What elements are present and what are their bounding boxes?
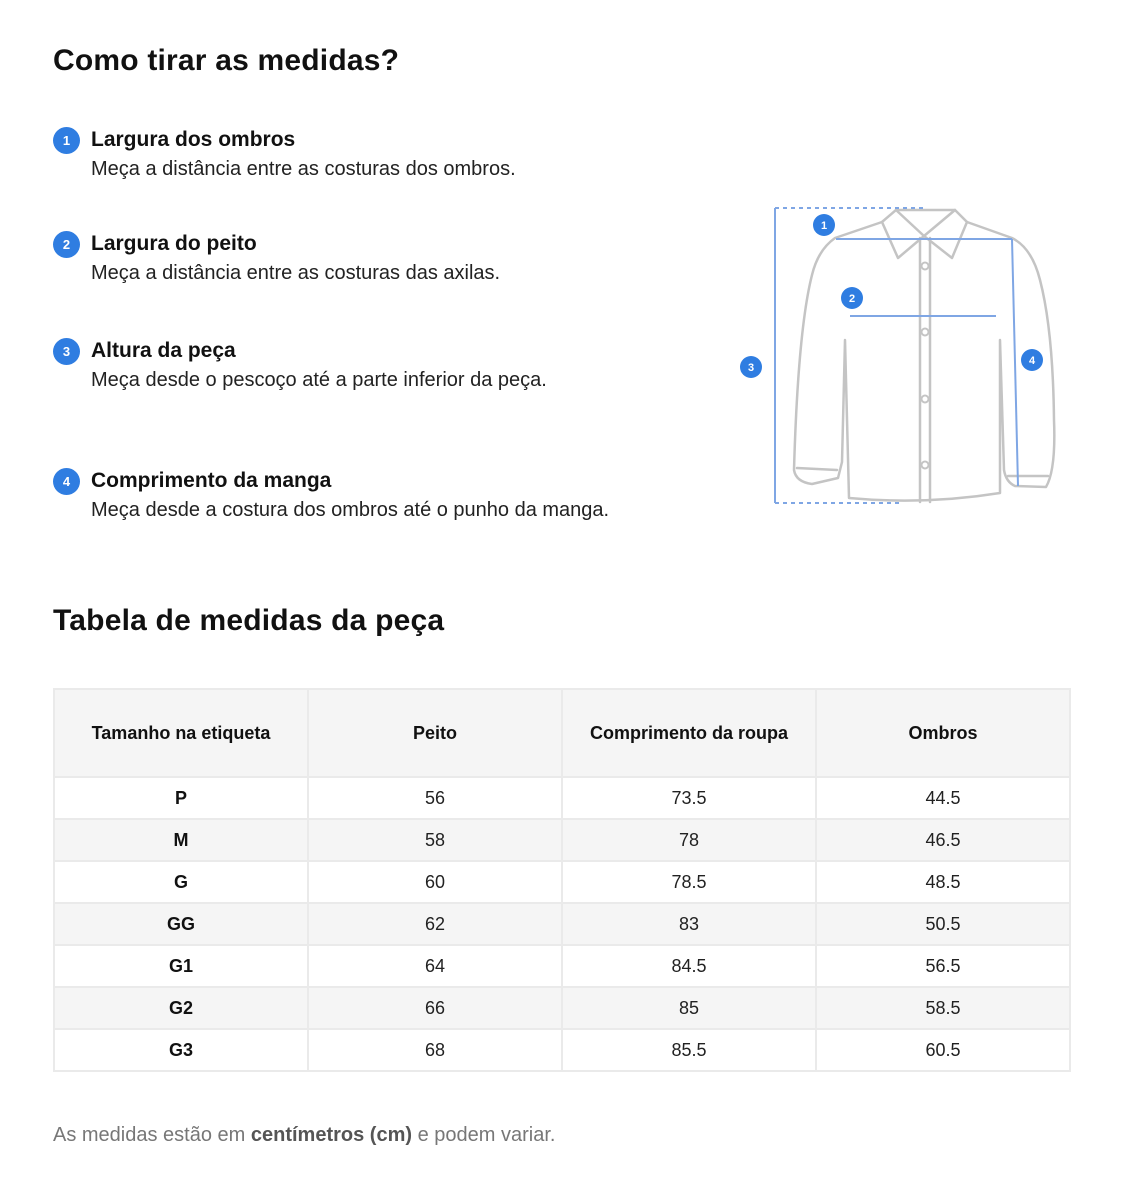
shirt-button: [922, 462, 929, 469]
chest-cell: 62: [308, 903, 562, 945]
length-cell: 85.5: [562, 1029, 816, 1071]
table-header-row: [54, 689, 1070, 777]
marker-1: [813, 214, 835, 236]
marker-number: 3: [747, 362, 755, 374]
shirt-button: [922, 329, 929, 336]
how-to-measure-title: Como tirar as medidas?: [53, 44, 400, 77]
table-row: [54, 819, 1070, 861]
chest-cell: 58: [308, 819, 562, 861]
step-number-badge: 2: [53, 231, 80, 258]
size-cell: G2: [54, 987, 308, 1029]
marker-number: 4: [1028, 355, 1036, 367]
sleeve-measure-line: [1012, 239, 1018, 486]
step-title: Largura dos ombros: [91, 128, 296, 151]
footnote-unit: centímetros (cm): [250, 1124, 413, 1146]
marker-3: [740, 356, 762, 378]
shoulders-cell: 56.5: [816, 945, 1070, 987]
step-title: Comprimento da manga: [91, 469, 332, 492]
length-cell: 78.5: [562, 861, 816, 903]
header-shoulders: Ombros: [816, 689, 1070, 777]
header-chest: Peito: [308, 689, 562, 777]
step-number-badge: 1: [53, 127, 80, 154]
header-length: Comprimento da roupa: [562, 689, 816, 777]
table-row: [54, 945, 1070, 987]
step-number-badge: 4: [53, 468, 80, 495]
footnote-prefix: As medidas estão em: [53, 1124, 251, 1146]
shoulders-cell: 58.5: [816, 987, 1070, 1029]
size-cell: G3: [54, 1029, 308, 1071]
marker-4: [1021, 349, 1043, 371]
marker-2: [841, 287, 863, 309]
step-garment-length: [53, 338, 613, 422]
step-shoulder-width: [53, 127, 613, 187]
size-cell: G1: [54, 945, 308, 987]
shirt-measurement-diagram: [730, 195, 1070, 515]
size-cell: G: [54, 861, 308, 903]
shoulders-cell: 60.5: [816, 1029, 1070, 1071]
units-footnote: [53, 1124, 555, 1147]
length-cell: 78: [562, 819, 816, 861]
step-title: Altura da peça: [91, 339, 236, 362]
table-row: [54, 777, 1070, 819]
step-description: Meça desde o pescoço até a parte inferior da peça.: [91, 369, 547, 391]
shirt-button: [922, 263, 929, 270]
chest-cell: 68: [308, 1029, 562, 1071]
size-table-title: Tabela de medidas da peça: [53, 604, 445, 637]
size-table: [53, 688, 1071, 1072]
marker-number: 2: [848, 293, 856, 305]
shoulders-cell: 50.5: [816, 903, 1070, 945]
length-cell: 73.5: [562, 777, 816, 819]
table-row: [54, 987, 1070, 1029]
footnote-suffix: e podem variar.: [412, 1124, 556, 1146]
chest-cell: 56: [308, 777, 562, 819]
step-title: Largura do peito: [91, 232, 257, 255]
marker-number: 1: [820, 220, 828, 232]
step-sleeve-length: [53, 468, 613, 552]
table-row: [54, 1029, 1070, 1071]
step-description: Meça a distância entre as costuras dos ombros.: [91, 158, 516, 180]
chest-cell: 64: [308, 945, 562, 987]
shoulders-cell: 46.5: [816, 819, 1070, 861]
chest-cell: 60: [308, 861, 562, 903]
shoulders-cell: 44.5: [816, 777, 1070, 819]
step-description: Meça desde a costura dos ombros até o punho da manga.: [91, 499, 610, 521]
size-cell: M: [54, 819, 308, 861]
shirt-button: [922, 396, 929, 403]
step-number-badge: 3: [53, 338, 80, 365]
header-size-label: Tamanho na etiqueta: [54, 689, 308, 777]
shoulders-cell: 48.5: [816, 861, 1070, 903]
table-row: [54, 903, 1070, 945]
length-cell: 84.5: [562, 945, 816, 987]
step-description: Meça a distância entre as costuras das axilas.: [91, 262, 501, 284]
size-cell: P: [54, 777, 308, 819]
length-cell: 85: [562, 987, 816, 1029]
table-row: [54, 861, 1070, 903]
size-cell: GG: [54, 903, 308, 945]
chest-cell: 66: [308, 987, 562, 1029]
step-chest-width: [53, 231, 613, 291]
length-cell: 83: [562, 903, 816, 945]
shirt-buttons: [922, 263, 929, 469]
